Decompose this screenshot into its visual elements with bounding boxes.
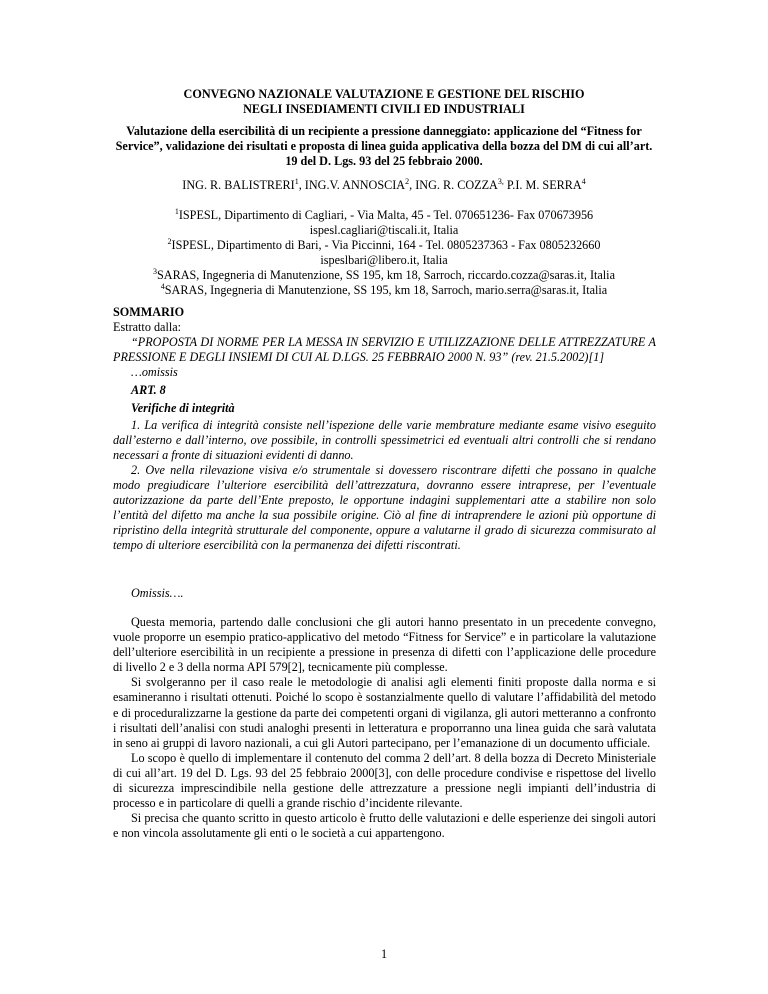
body-paragraph-4: Si precisa che quanto scritto in questo articolo è frutto delle valutazioni e delle esperienze dei singoli autori e non vincola assolutamente gli enti o le società a cui appartengono.: [113, 811, 656, 841]
affiliation-line: [100, 253, 668, 268]
affiliation-email: ispesl.cagliari@tiscali.it, Italia: [309, 223, 459, 238]
conference-title: [100, 87, 668, 117]
body-paragraph-1: Questa memoria, partendo dalle conclusioni che gli autori hanno presentato in un precedente convegno, vuole proporre un esempio pratico-applicativo del metodo “Fitness for Service” e in particolare la valutazione dell’ulteriore esercibilità in un recipiente a pressione in presenza di difetti con l’applicazione delle procedure di livello 2 e 3 della norma API 579[2], tecnicamente più complesse.: [113, 615, 656, 675]
affiliation-line: [100, 238, 668, 253]
author-2: , ING.V. ANNOSCIA: [298, 178, 406, 192]
affiliations: [100, 208, 668, 299]
authors-line: [100, 177, 668, 193]
extract-quote: “PROPOSTA DI NORME PER LA MESSA IN SERVIZIO E UTILIZZAZIONE DELLE ATTREZZATURE A PRESSIONE E DEGLI INSIEMI DI CUI AL D.LGS. 25 FEBBRAIO 2000 N. 93” (rev. 21.5.2002)[1]: [113, 335, 656, 365]
author-3: , ING. R. COZZA: [409, 178, 498, 192]
affiliation-email: ispeslbari@libero.it, Italia: [320, 253, 448, 268]
affiliation-line: [100, 223, 668, 238]
author-1-sup: 1: [294, 176, 299, 186]
article-paragraph-2: 2. Ove nella rilevazione visiva e/o strumentale si dovessero riscontrare difetti che possano in qualche modo pregiudicare l’ulteriore esercibilità dell’attrezzatura, dovranno essere intraprese, per l’eventuale autorizzazione da parte dell’Ente preposto, le opportune indagini supplementari atte a stabilire non solo l’entità del difetto ma anche la sua possibile origine. Ciò al fine di intraprendere le azioni più opportune di ripristino della integrità strutturale del componente, oppure a valutarne il grado di sicurezza commisurato al tempo di ulteriore esercibilità con la permanenza dei difetti riscontrati.: [113, 462, 656, 553]
author-3-sup: 3,: [497, 176, 504, 186]
author-1: ING. R. BALISTRERI: [182, 178, 295, 192]
conference-line-2: NEGLI INSEDIAMENTI CIVILI ED INDUSTRIALI: [243, 102, 525, 116]
affiliation-line: [100, 268, 668, 283]
affiliation-text: ISPESL, Dipartimento di Cagliari, - Via Malta, 45 - Tel. 070651236- Fax 070673956: [178, 208, 594, 222]
affiliation-text: SARAS, Ingegneria di Manutenzione, SS 195, km 18, Sarroch, mario.serra@saras.it, Italia: [164, 283, 608, 298]
affiliation-sup: 4: [160, 282, 165, 292]
summary-heading: SOMMARIO: [113, 305, 185, 319]
body-paragraph-3: Lo scopo è quello di implementare il contenuto del comma 2 dell’art. 8 della bozza di Decreto Ministeriale di cui all’art. 19 del D. Lgs. 93 del 25 febbraio 2000[3], con delle procedure condivise e rispettose del livello di sicurezza imprescindibile nella gestione delle attrezzature a pressione negli impianti dell’industria di processo e in particolare di quelli a grande rischio d’incidente rilevante.: [113, 750, 656, 811]
author-4: P.I. M. SERRA: [503, 178, 582, 192]
extract-intro: Estratto dalla:: [113, 320, 182, 335]
body-paragraph-2: Si svolgeranno per il caso reale le metodologie di analisi agli elementi finiti proposte dalla norma e si esamineranno i risultati ottenuti. Poiché lo scopo è sostanzialmente quello di valutare l’affidabilità del metodo e di proceduralizzarne la gestione da parte dei competenti organi di vigilanza, gli autori metteranno a confronto i risultati dell’analisi con studi analoghi presenti in letteratura e proporranno una linea guida che sarà valutata in seno ai gruppi di lavoro nazionali, a cui gli Autori partecipano, per l’emanazione di un documento ufficiale.: [113, 675, 656, 750]
affiliation-text: SARAS, Ingegneria di Manutenzione, SS 195, km 18, Sarroch, riccardo.cozza@saras.it, Italia: [157, 268, 615, 283]
summary-section: [113, 305, 656, 554]
affiliation-line: [100, 283, 668, 298]
affiliation-sup: 2: [167, 237, 172, 247]
article-heading: ART. 8: [131, 383, 166, 398]
body-text: [113, 615, 656, 841]
omissis-1: …omissis: [131, 365, 178, 380]
affiliation-sup: 1: [174, 206, 179, 216]
page-number: 1: [380, 947, 388, 961]
conference-line-1: CONVEGNO NAZIONALE VALUTAZIONE E GESTIONE DEL RISCHIO: [183, 87, 585, 101]
affiliation-sup: 3: [153, 267, 157, 277]
omissis-2: Omissis….: [131, 586, 184, 600]
affiliation-line: [100, 208, 668, 223]
article-subheading: Verifiche di integrità: [131, 400, 235, 415]
article-paragraph-1: 1. La verifica di integrità consiste nell’ispezione delle varie membrature mediante esame visivo eseguito dall’esterno e dall’interno, ove possibile, in controlli spessimetrici ed eventuali altri controlli che si rendano necessari a fronte di situazioni evidenti di danno.: [113, 417, 656, 462]
author-2-sup: 2: [405, 176, 410, 186]
paper-title: Valutazione della esercibilità di un recipiente a pressione danneggiato: applicazione del “Fitness for Service”, validazione dei risultati e proposta di linea guida applicativa della bozza del DM di cui all’art. 19 del D. Lgs. 93 del 25 febbraio 2000.: [115, 124, 653, 168]
author-4-sup: 4: [581, 176, 586, 186]
affiliation-text: ISPESL, Dipartimento di Bari, - Via Piccinni, 164 - Tel. 0805237363 - Fax 0805232660: [171, 238, 601, 253]
